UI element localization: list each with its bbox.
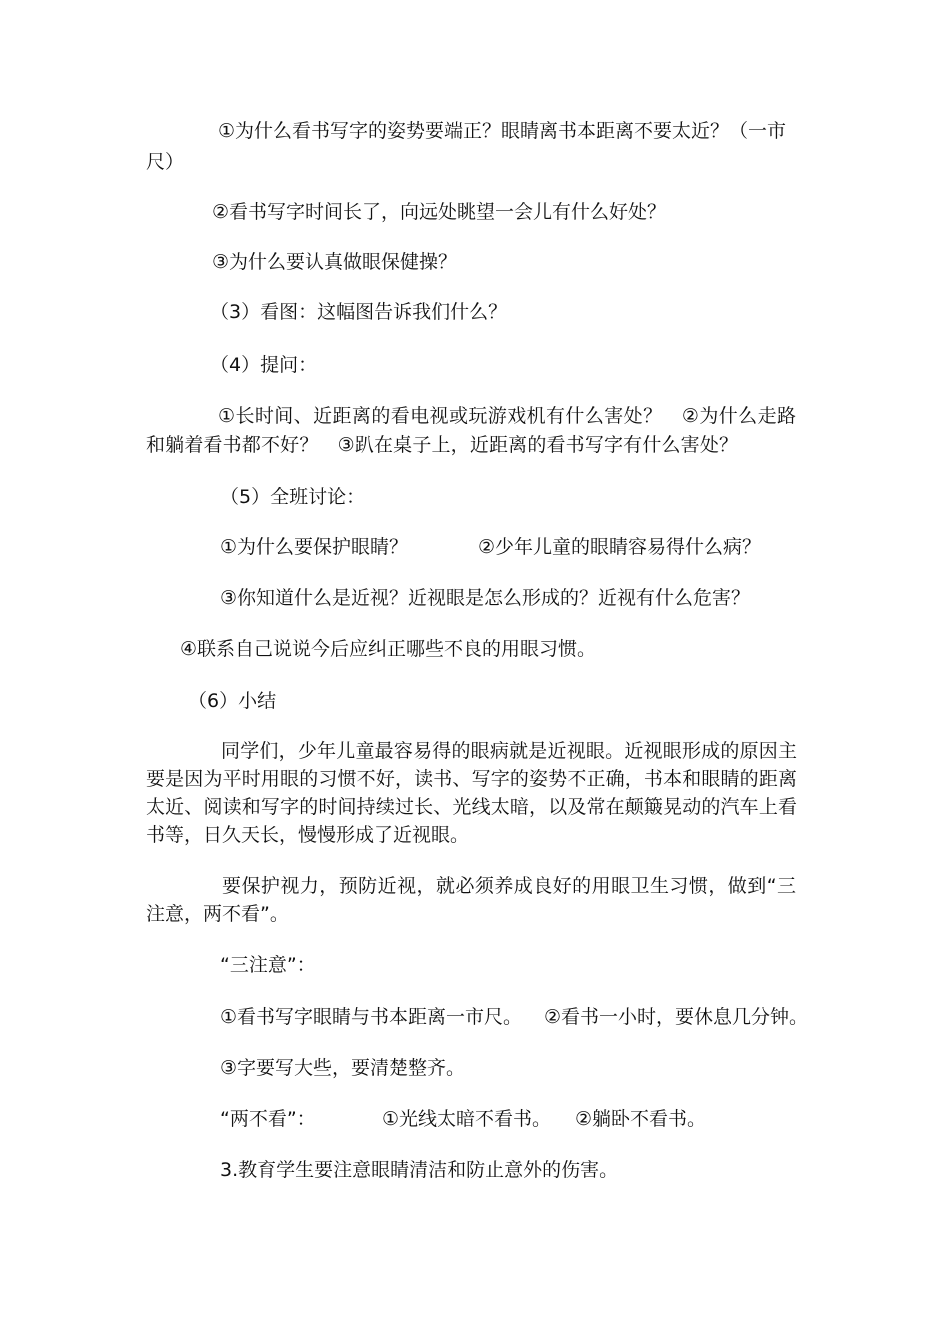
section-6-heading: （6）小结: [188, 690, 277, 712]
summary-line-1: 同学们，少年儿童最容易得的眼病就是近视眼。近视眼形成的原因主: [221, 740, 797, 762]
attention-item-1: ①看书写字眼睛与书本距离一市尺。: [220, 1006, 523, 1028]
discussion-question-4: ④联系自己说说今后应纠正哪些不良的用眼习惯。: [180, 638, 597, 660]
section-4-questions-line-2: 和躺着看书都不好？ ③趴在桌子上，近距离的看书写字有什么害处？: [146, 434, 738, 456]
discussion-question-3: ③你知道什么是近视？近视眼是怎么形成的？近视有什么危害？: [220, 587, 751, 609]
summary-line-3: 太近、阅读和写字的时间持续过长、光线太暗，以及常在颠簸晃动的汽车上看: [146, 796, 797, 818]
question-1-line-2: 尺）: [146, 151, 185, 173]
question-2: ②看书写字时间长了，向远处眺望一会儿有什么好处？: [212, 201, 667, 223]
dont-item-1: ①光线太暗不看书。: [382, 1108, 552, 1130]
two-donts-heading: “两不看”：: [220, 1108, 316, 1130]
attention-item-3: ③字要写大些，要清楚整齐。: [220, 1057, 466, 1079]
discussion-question-2: ②少年儿童的眼睛容易得什么病？: [478, 536, 762, 558]
section-3-heading: （3）看图：这幅图告诉我们什么？: [210, 301, 508, 323]
attention-item-2: ②看书一小时，要休息几分钟。: [544, 1006, 809, 1028]
three-attentions-heading: “三注意”：: [220, 954, 316, 976]
question-1-line-1: ①为什么看书写字的姿势要端正？眼睛离书本距离不要太近？（一市: [218, 120, 787, 142]
dont-item-2: ②躺卧不看书。: [575, 1108, 707, 1130]
section-5-heading: （5）全班讨论：: [220, 486, 366, 508]
section-4-questions-line-1: ①长时间、近距离的看电视或玩游戏机有什么害处？ ②为什么走路: [218, 405, 796, 427]
question-3: ③为什么要认真做眼保健操？: [212, 251, 458, 273]
discussion-question-1: ①为什么要保护眼睛？: [220, 536, 409, 558]
section-3-point: 3.教育学生要注意眼睛清洁和防止意外的伤害。: [220, 1159, 619, 1181]
summary-line-2: 要是因为平时用眼的习惯不好，读书、写字的姿势不正确，书本和眼睛的距离: [146, 768, 797, 790]
section-4-heading: （4）提问：: [210, 354, 318, 376]
summary-line-4: 书等，日久天长，慢慢形成了近视眼。: [146, 824, 470, 846]
vision-advice-line-1: 要保护视力，预防近视，就必须养成良好的用眼卫生习惯，做到“三: [222, 875, 796, 897]
vision-advice-line-2: 注意，两不看”。: [146, 903, 289, 925]
